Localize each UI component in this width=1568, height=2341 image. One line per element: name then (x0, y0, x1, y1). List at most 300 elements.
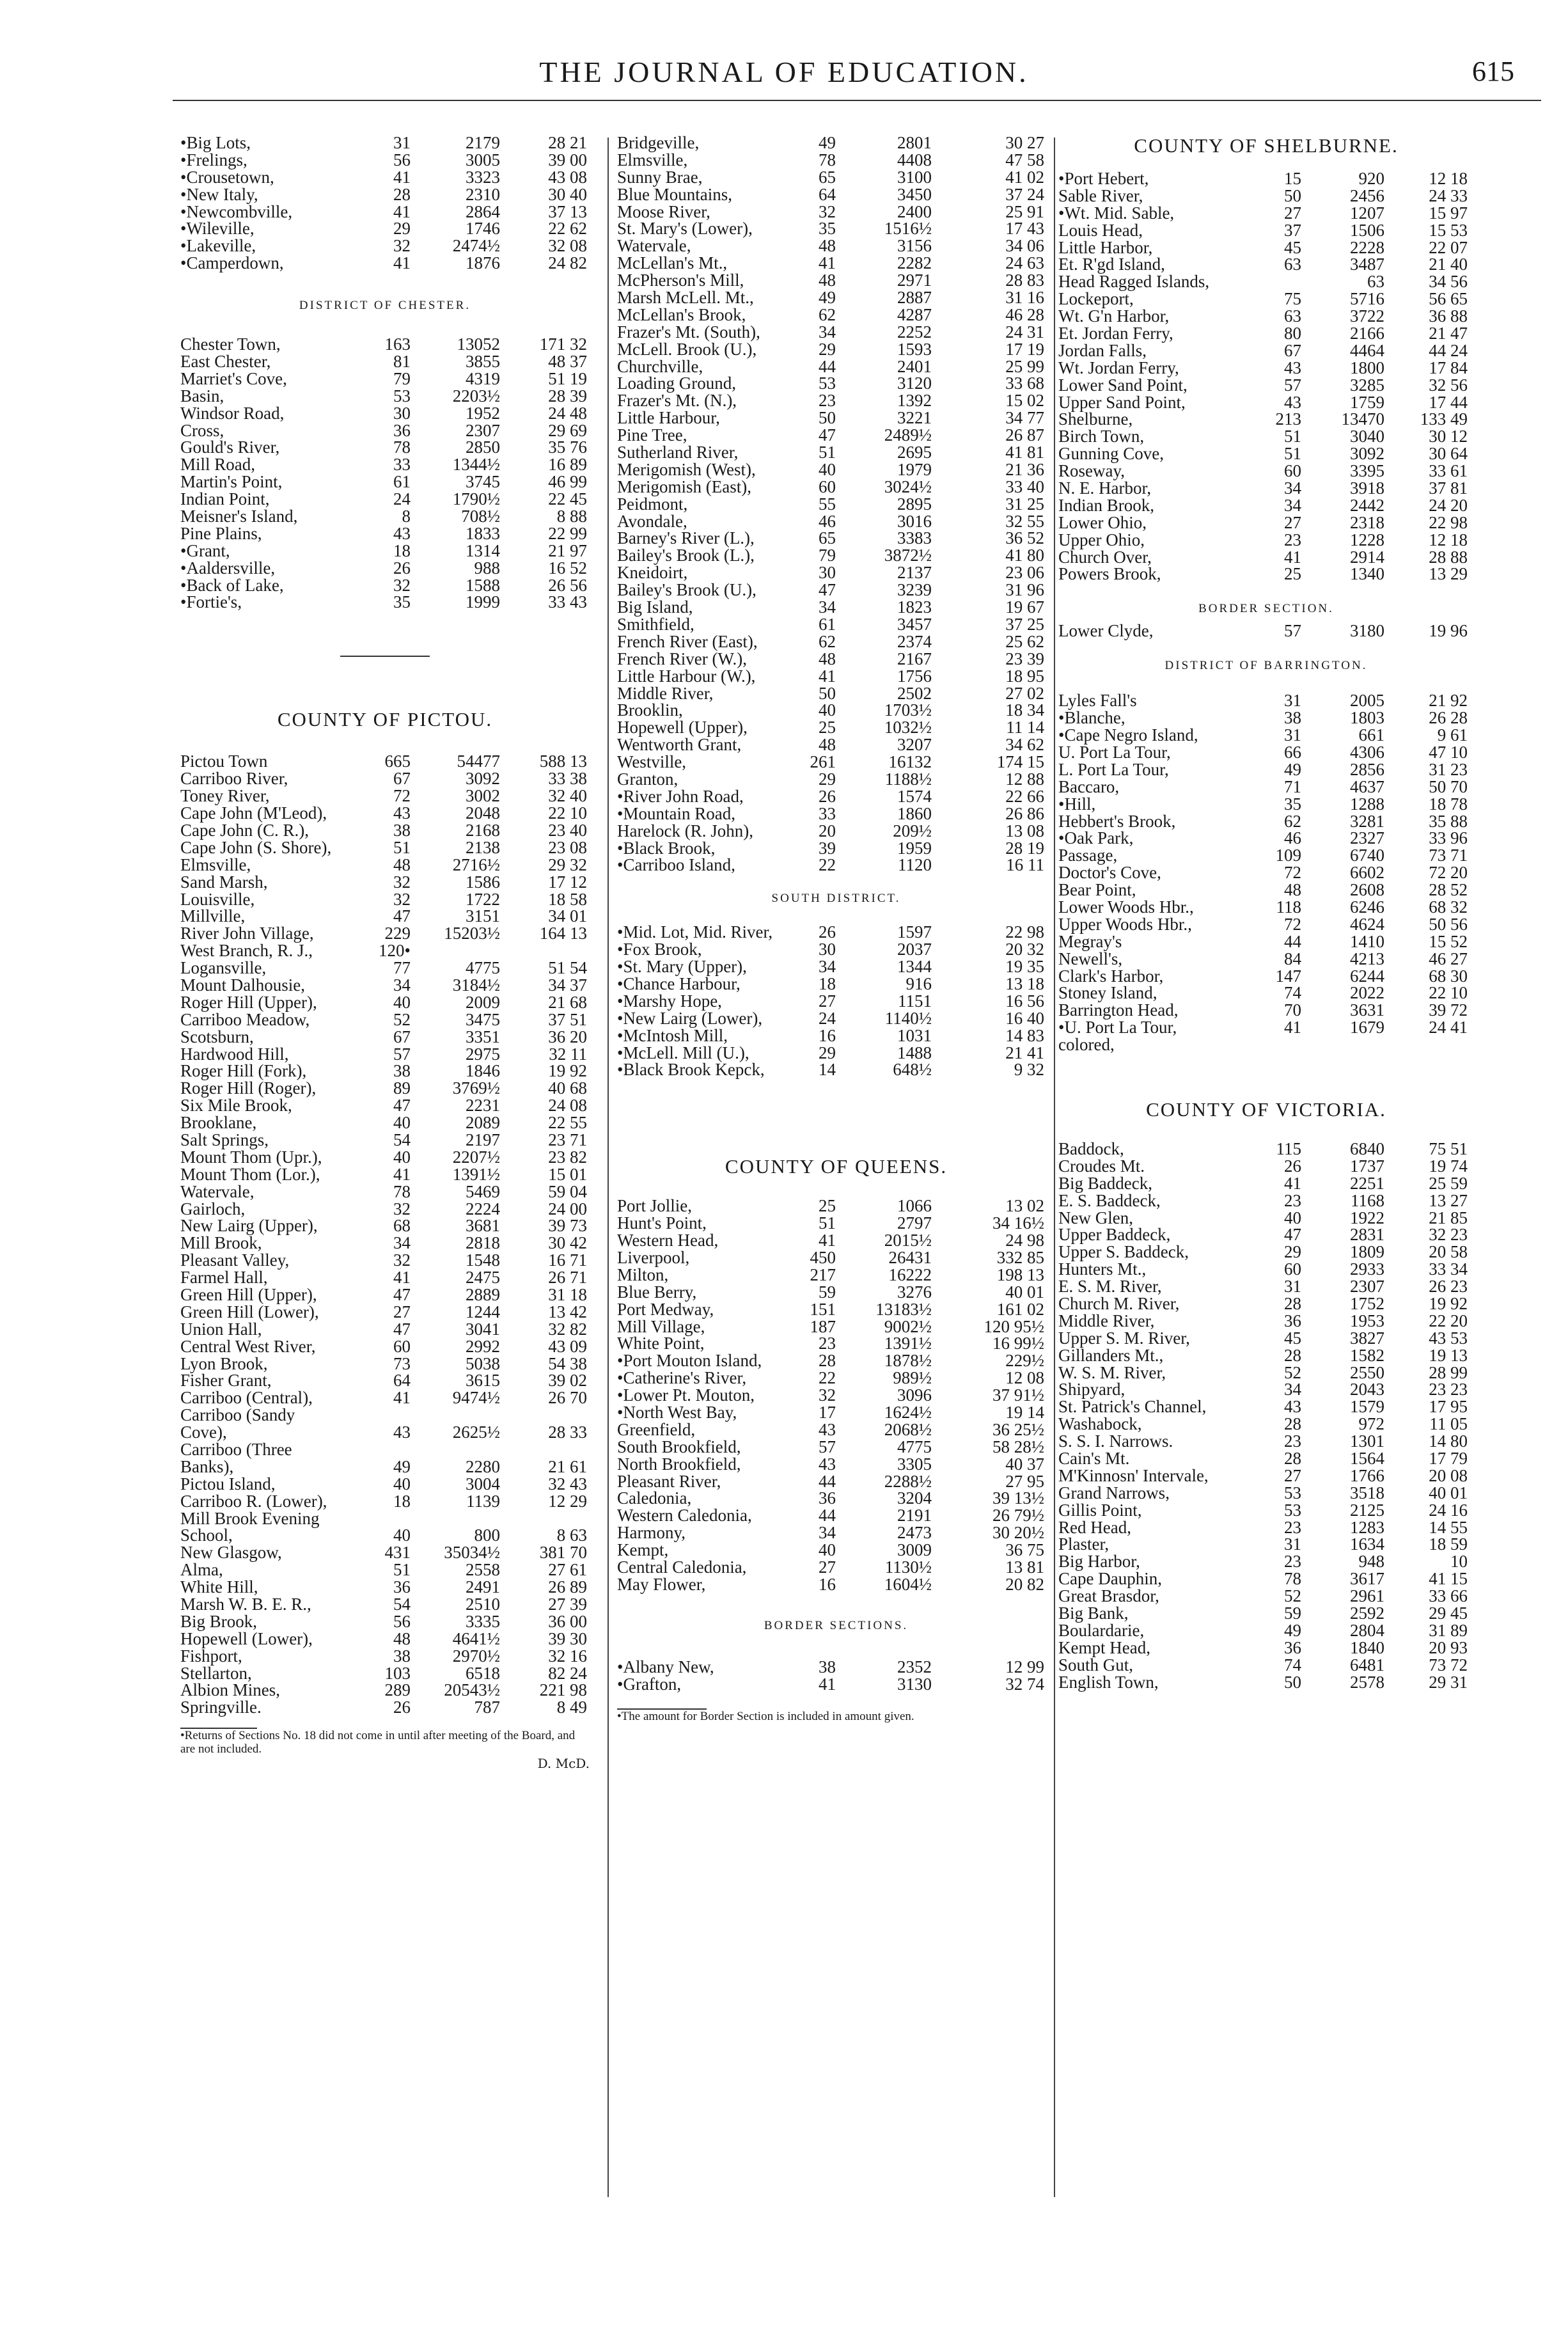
grant-amount: 26 71 (548, 1268, 587, 1288)
teachers-count: 26 (393, 1698, 411, 1717)
teachers-count: 43 (393, 1423, 411, 1442)
attendance-days: 989½ (893, 1368, 932, 1388)
grant-amount: 18 95 (1005, 666, 1044, 686)
table-row (617, 599, 1055, 616)
grant-amount: 36 75 (1005, 1540, 1044, 1560)
attendance-days: 800 (474, 1525, 500, 1545)
teachers-count: 46 (1284, 828, 1301, 848)
attendance-days: 3276 (897, 1282, 932, 1302)
attendance-days: 3872½ (884, 546, 932, 565)
grant-amount: 28 19 (1005, 838, 1044, 858)
grant-amount: 26 56 (548, 575, 587, 595)
attendance-days: 1800 (1350, 358, 1384, 377)
grant-amount: 39 00 (548, 150, 587, 169)
teachers-count: 36 (1284, 1637, 1301, 1657)
table-row (1058, 1036, 1474, 1053)
teachers-count: 26 (393, 558, 411, 578)
teachers-count: 35 (1284, 794, 1301, 814)
attendance-days: 6481 (1350, 1655, 1384, 1675)
row-label: Mill Brook Evening (180, 1508, 320, 1528)
table-row (180, 1131, 590, 1149)
teachers-count: 229 (384, 924, 411, 943)
table-row (180, 186, 590, 203)
teachers-count: 73 (393, 1353, 411, 1373)
teachers-count: 44 (819, 1506, 836, 1525)
grant-amount: 14 80 (1429, 1431, 1468, 1451)
table-row (617, 169, 1055, 186)
attendance-days: 6840 (1350, 1139, 1384, 1158)
grant-amount: 26 79½ (992, 1506, 1044, 1525)
teachers-count: 28 (819, 1351, 836, 1371)
table-row (617, 1541, 1055, 1559)
table-row (180, 594, 590, 611)
row-label: Blue Berry, (617, 1282, 697, 1302)
row-label: Gairloch, (180, 1199, 246, 1218)
attendance-days: 948 (1358, 1552, 1384, 1572)
teachers-count: 20 (819, 821, 836, 840)
teachers-count: 431 (384, 1543, 411, 1563)
attendance-days: 2022 (1350, 983, 1384, 1003)
table-row (1058, 325, 1474, 342)
table-row (180, 1579, 590, 1596)
attendance-days: 3383 (897, 528, 932, 548)
grant-amount: 16 89 (548, 455, 587, 475)
attendance-days: 1759 (1350, 392, 1384, 412)
grant-amount: 34 01 (548, 906, 587, 926)
table-row (1058, 1210, 1474, 1227)
grant-amount: 23 23 (1429, 1380, 1468, 1399)
table-row (617, 427, 1055, 444)
row-label: Brooklin, (617, 700, 683, 720)
table-row (180, 1561, 590, 1579)
table-row (1058, 1553, 1474, 1570)
row-label: French River (East), (617, 631, 758, 651)
row-label: Port Medway, (617, 1299, 714, 1319)
table-row (1058, 411, 1474, 428)
teachers-count: 34 (1284, 478, 1301, 498)
table-row (617, 1215, 1055, 1232)
grant-amount: 37 13 (548, 201, 587, 221)
teachers-count: 27 (393, 1302, 411, 1321)
table-row (180, 1304, 590, 1321)
row-label: Cape John (C. R.), (180, 820, 309, 840)
attendance-days: 2473 (897, 1523, 932, 1543)
grant-amount: 15 52 (1429, 931, 1468, 951)
row-label: Sutherland River, (617, 443, 739, 462)
table-row (180, 1458, 590, 1476)
teachers-count: 53 (1284, 1500, 1301, 1520)
teachers-count: 41 (1284, 547, 1301, 567)
table-row (617, 1232, 1055, 1249)
table-row (1058, 1502, 1474, 1519)
attendance-days: 3281 (1350, 811, 1384, 831)
grant-amount: 21 47 (1429, 324, 1468, 343)
row-label: Banks), (180, 1456, 234, 1476)
grant-amount: 20 93 (1429, 1637, 1468, 1657)
row-label: Little Harbour (W.), (617, 666, 756, 686)
attendance-days: 2831 (1350, 1225, 1384, 1245)
attendance-days: 3040 (1350, 427, 1384, 446)
attendance-days: 1953 (1350, 1311, 1384, 1330)
row-label: Lower Clyde, (1058, 621, 1154, 641)
table-row (1058, 744, 1474, 761)
grant-amount: 21 68 (548, 992, 587, 1012)
row-label: •Port Mouton Island, (617, 1351, 762, 1371)
grant-amount: 50 70 (1429, 776, 1468, 796)
teachers-count: 450 (810, 1247, 836, 1267)
attendance-days: 6602 (1350, 863, 1384, 883)
grant-amount: 24 00 (548, 1199, 587, 1218)
col1-top-rows (180, 134, 590, 272)
table-row (180, 370, 590, 388)
teachers-count: 67 (393, 1027, 411, 1046)
grant-amount: 28 52 (1429, 880, 1468, 900)
grant-amount: 40 68 (548, 1078, 587, 1098)
attendance-days: 787 (474, 1698, 500, 1717)
row-label: •U. Port La Tour, (1058, 1018, 1177, 1037)
table-row (180, 1166, 590, 1183)
grant-amount: 21 97 (548, 540, 587, 560)
row-label: Millville, (180, 906, 246, 926)
row-label: Harelock (R. John), (617, 821, 753, 840)
attendance-days: 1737 (1350, 1156, 1384, 1176)
table-row (617, 1301, 1055, 1318)
attendance-days: 3457 (897, 614, 932, 634)
grant-amount: 11 05 (1429, 1414, 1468, 1434)
teachers-count: 151 (810, 1299, 836, 1319)
attendance-days: 1548 (466, 1250, 500, 1270)
row-label: English Town, (1058, 1672, 1159, 1692)
table-row (180, 237, 590, 255)
attendance-days: 2224 (466, 1199, 500, 1218)
attendance-days: 9474½ (452, 1388, 500, 1408)
row-label: Merigomish (East), (617, 477, 751, 496)
grant-amount: 23 82 (548, 1147, 587, 1167)
attendance-days: 1833 (466, 523, 500, 543)
teachers-count: 77 (393, 958, 411, 978)
teachers-count: 25 (1284, 564, 1301, 584)
grant-amount: 28 99 (1429, 1362, 1468, 1382)
grant-amount: 26 23 (1429, 1277, 1468, 1297)
attendance-days: 3092 (466, 769, 500, 789)
row-label: Sable River, (1058, 185, 1143, 205)
table-row (1058, 1467, 1474, 1485)
attendance-days: 3395 (1350, 461, 1384, 481)
attendance-days: 2804 (1350, 1620, 1384, 1640)
row-label: Roger Hill (Upper), (180, 992, 317, 1012)
grant-amount: 17 44 (1429, 392, 1468, 412)
table-row (180, 525, 590, 542)
attendance-days: 6244 (1350, 966, 1384, 986)
teachers-count: 23 (819, 391, 836, 411)
teachers-count: 27 (1284, 512, 1301, 532)
table-row (1058, 1536, 1474, 1553)
row-label: Shelburne, (1058, 409, 1133, 429)
table-row (180, 1424, 590, 1441)
table-row (617, 823, 1055, 840)
teachers-count: 147 (1275, 966, 1301, 986)
grant-amount: 56 65 (1429, 289, 1468, 309)
teachers-count: 52 (1284, 1586, 1301, 1606)
attendance-days: 2228 (1350, 237, 1384, 257)
row-label: •Black Brook, (617, 838, 716, 858)
row-label: S. S. I. Narrows. (1058, 1431, 1173, 1451)
teachers-count: 43 (819, 1419, 836, 1439)
attendance-days: 1823 (897, 597, 932, 617)
table-row (180, 959, 590, 977)
attendance-days: 3617 (1350, 1569, 1384, 1589)
grant-amount: 39 72 (1429, 1000, 1468, 1020)
teachers-count: 47 (393, 906, 411, 926)
row-label: Church M. River, (1058, 1293, 1180, 1313)
table-row (180, 255, 590, 272)
teachers-count: 25 (819, 1196, 836, 1216)
grant-amount: 31 89 (1429, 1620, 1468, 1640)
table-row (617, 1404, 1055, 1421)
grant-amount: 23 08 (548, 837, 587, 857)
table-row (617, 650, 1055, 668)
attendance-days: 2401 (897, 356, 932, 376)
grant-amount: 58 28½ (992, 1437, 1044, 1456)
border-sections-heading: BORDER SECTIONS. (764, 1618, 909, 1632)
attendance-days: 2695 (897, 443, 932, 462)
table-row (1058, 1330, 1474, 1347)
col1-footnote: •Returns of Sections No. 18 did not come in until after meeting of the Board, and are not included. (180, 1729, 576, 1756)
teachers-count: 47 (1284, 1225, 1301, 1245)
teachers-count: 40 (393, 1147, 411, 1167)
attendance-days: 2197 (466, 1130, 500, 1149)
grant-amount: 19 14 (1005, 1403, 1044, 1422)
row-label: Hebbert's Brook, (1058, 811, 1176, 831)
row-label: Barney's River (L.), (617, 528, 755, 548)
grant-amount: 20 32 (1005, 940, 1044, 959)
attendance-days: 6518 (466, 1663, 500, 1683)
row-label: Megray's (1058, 931, 1122, 951)
row-label: •Camperdown, (180, 253, 284, 273)
grant-amount: 36 88 (1429, 306, 1468, 326)
grant-amount: 23 06 (1005, 563, 1044, 583)
table-row (617, 685, 1055, 702)
teachers-count: 41 (393, 1388, 411, 1408)
row-label: M'Kinnosn' Intervale, (1058, 1465, 1209, 1485)
teachers-count: 60 (393, 1336, 411, 1356)
teachers-count: 47 (393, 1284, 411, 1304)
attendance-days: 3631 (1350, 1000, 1384, 1020)
table-row (180, 1046, 590, 1063)
grant-amount: 18 58 (548, 889, 587, 909)
attendance-days: 4624 (1350, 914, 1384, 934)
teachers-count: 60 (1284, 461, 1301, 481)
teachers-count: 23 (1284, 1517, 1301, 1537)
grant-amount: 332 85 (996, 1247, 1044, 1267)
row-label: Et. R'gd Island, (1058, 255, 1165, 274)
row-label: Bailey's Brook (U.), (617, 580, 757, 600)
row-label: Blue Mountains, (617, 184, 732, 204)
grant-amount: 21 41 (1005, 1043, 1044, 1062)
table-row (1058, 1312, 1474, 1330)
table-row (180, 908, 590, 925)
teachers-count: 40 (1284, 1208, 1301, 1227)
grant-amount: 37 81 (1429, 478, 1468, 498)
row-label: Merigomish (West), (617, 459, 756, 479)
grant-amount: 41 15 (1429, 1569, 1468, 1589)
row-label: •New Lairg (Lower), (617, 1008, 763, 1028)
teachers-count: 27 (819, 1557, 836, 1577)
attendance-days: 661 (1358, 725, 1384, 745)
row-label: Marsh W. B. E. R., (180, 1595, 311, 1614)
teachers-count: 51 (393, 837, 411, 857)
attendance-days: 1703½ (884, 700, 932, 720)
grant-amount: 17 12 (548, 872, 587, 892)
attendance-days: 3024½ (884, 477, 932, 496)
row-label: North Brookfield, (617, 1454, 741, 1474)
table-row (617, 1438, 1055, 1456)
grant-amount: 23 40 (548, 820, 587, 840)
table-row (180, 1510, 590, 1527)
table-row (1058, 1570, 1474, 1588)
teachers-count: 27 (1284, 1465, 1301, 1485)
table-row (180, 388, 590, 405)
table-row (180, 874, 590, 891)
teachers-count: 50 (819, 683, 836, 703)
row-label: Bailey's Brook (L.), (617, 546, 755, 565)
teachers-count: 48 (393, 1628, 411, 1648)
table-row (1058, 497, 1474, 514)
table-row (180, 787, 590, 805)
table-row (1058, 1226, 1474, 1243)
table-row (180, 1441, 590, 1458)
row-label: •Newcombville, (180, 201, 293, 221)
table-row (180, 925, 590, 942)
teachers-count: 54 (393, 1130, 411, 1149)
row-label: Middle River, (617, 683, 714, 703)
row-label: South Brookfield, (617, 1437, 741, 1456)
grant-amount: 16 99½ (992, 1334, 1044, 1353)
attendance-days: 2327 (1350, 828, 1384, 848)
attendance-days: 2015½ (884, 1231, 932, 1250)
grant-amount: 12 18 (1429, 169, 1468, 188)
attendance-days: 3305 (897, 1454, 932, 1474)
attendance-days: 9002½ (884, 1316, 932, 1336)
attendance-days: 3239 (897, 580, 932, 600)
table-row (1058, 205, 1474, 222)
table-row (617, 478, 1055, 496)
table-row (1058, 881, 1474, 899)
row-label: Gillis Point, (1058, 1500, 1142, 1520)
grant-amount: 13 81 (1005, 1557, 1044, 1577)
row-label: Green Hill (Lower), (180, 1302, 319, 1321)
attendance-days: 3005 (466, 150, 500, 169)
attendance-days: 3918 (1350, 478, 1384, 498)
grant-amount: 17 95 (1429, 1397, 1468, 1417)
table-row (180, 891, 590, 908)
row-label: •Lower Pt. Mouton, (617, 1385, 755, 1405)
grant-amount: 30 64 (1429, 444, 1468, 464)
attendance-days: 2502 (897, 683, 932, 703)
attendance-days: 708½ (461, 507, 500, 526)
table-row (180, 1029, 590, 1046)
grant-amount: 27 02 (1005, 683, 1044, 703)
grant-amount: 41 02 (1005, 167, 1044, 187)
row-label: Greenfield, (617, 1419, 696, 1439)
attendance-days: 1593 (897, 339, 932, 359)
attendance-days: 2887 (897, 288, 932, 308)
table-row (1058, 1415, 1474, 1433)
grant-amount: 34 37 (548, 975, 587, 995)
attendance-days: 3827 (1350, 1328, 1384, 1348)
attendance-days: 54477 (457, 752, 500, 771)
table-row (617, 788, 1055, 805)
attendance-days: 1679 (1350, 1018, 1384, 1037)
row-label: Little Harbor, (1058, 237, 1153, 257)
row-label: Carriboo R. (Lower), (180, 1491, 327, 1511)
teachers-count: 32 (393, 236, 411, 256)
attendance-days: 5038 (466, 1353, 500, 1373)
teachers-count: 14 (819, 1060, 836, 1080)
grant-amount: 23 71 (548, 1130, 587, 1149)
table-row (1058, 1278, 1474, 1295)
grant-amount: 133 49 (1420, 409, 1468, 429)
column-rule-2 (1054, 138, 1055, 2197)
row-label: Mount Thom (Lor.), (180, 1164, 320, 1184)
table-row (180, 1407, 590, 1424)
attendance-days: 3016 (897, 511, 932, 531)
attendance-days: 3151 (466, 906, 500, 926)
teachers-count: 32 (393, 1199, 411, 1218)
row-label: Watervale, (180, 1181, 255, 1201)
grant-amount: 28 83 (1005, 271, 1044, 290)
attendance-days: 6246 (1350, 897, 1384, 917)
row-label: Cross, (180, 420, 224, 440)
row-label: Elmsville, (180, 855, 251, 874)
row-label: Wentworth Grant, (617, 735, 742, 755)
teachers-count: 29 (393, 219, 411, 239)
attendance-days: 3475 (466, 1009, 500, 1029)
attendance-days: 1314 (466, 540, 500, 560)
row-label: Roger Hill (Roger), (180, 1078, 317, 1098)
table-row (1058, 1175, 1474, 1192)
row-label: Louisville, (180, 889, 255, 909)
teachers-count: 39 (819, 838, 836, 858)
row-label: •Mid. Lot, Mid. River, (617, 922, 773, 942)
teachers-count: 46 (819, 511, 836, 531)
table-row (180, 1613, 590, 1630)
attendance-days: 2914 (1350, 547, 1384, 567)
teachers-count: 84 (1284, 949, 1301, 968)
row-label: Baddock, (1058, 1139, 1124, 1158)
grant-amount: 161 02 (996, 1299, 1044, 1319)
table-row (617, 1061, 1055, 1078)
teachers-count: 45 (1284, 1328, 1301, 1348)
table-row (180, 942, 590, 959)
teachers-count: 48 (819, 236, 836, 256)
teachers-count: 78 (393, 437, 411, 457)
row-label: Harmony, (617, 1523, 686, 1543)
row-label: Pictou Island, (180, 1474, 276, 1494)
table-row (1058, 622, 1474, 640)
table-row (1058, 830, 1474, 847)
row-label: Lower Ohio, (1058, 512, 1147, 532)
row-label: Churchville, (617, 356, 703, 376)
teachers-count: 61 (819, 614, 836, 634)
teachers-count: 23 (1284, 1431, 1301, 1451)
teachers-count: 23 (1284, 1552, 1301, 1572)
teachers-count: 31 (1284, 1277, 1301, 1297)
row-label: Sand Marsh, (180, 872, 268, 892)
grant-amount: 34 16½ (992, 1213, 1044, 1233)
table-row (1058, 1605, 1474, 1622)
attendance-days: 988 (474, 558, 500, 578)
